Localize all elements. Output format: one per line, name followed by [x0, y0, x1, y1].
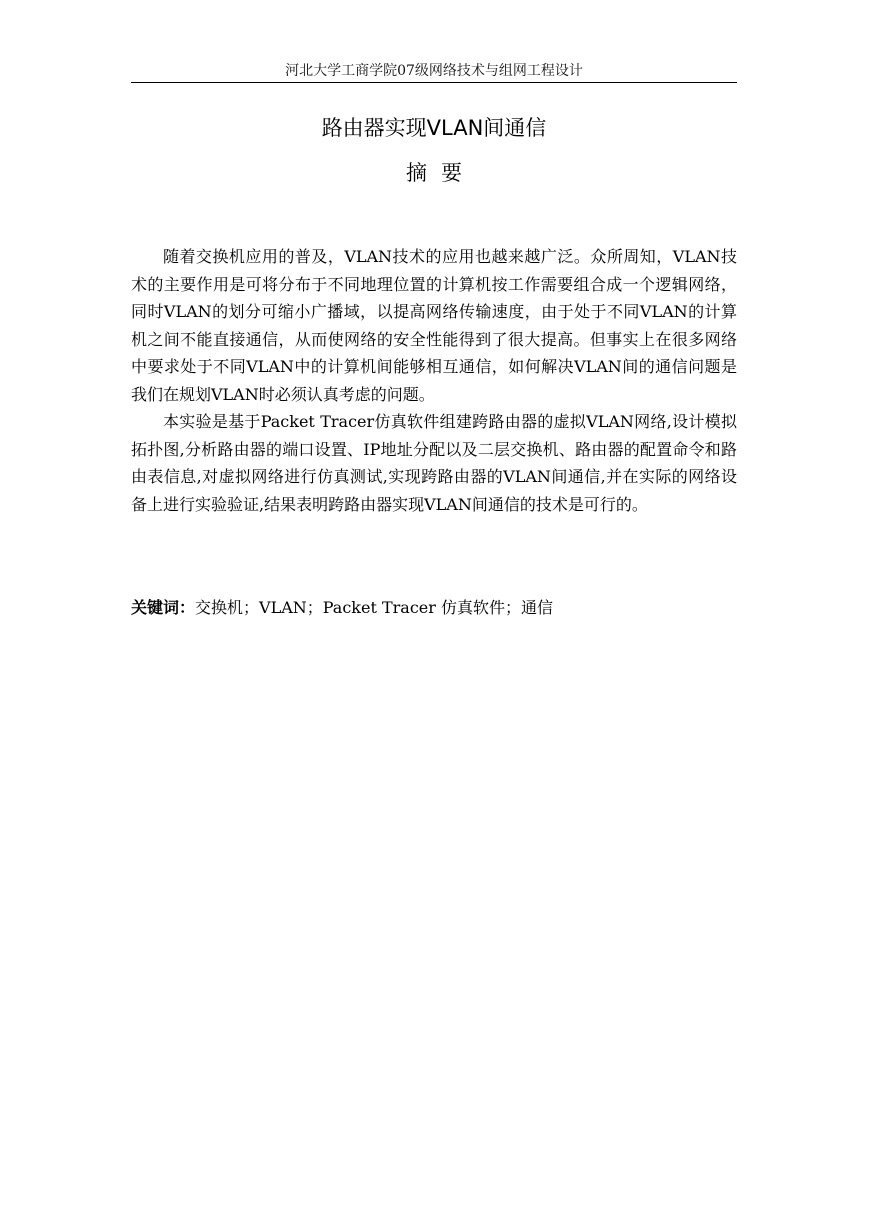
header-rule [131, 82, 737, 83]
keywords-label: 关键词： [131, 598, 196, 617]
running-header: 河北大学工商学院07级网络技术与组网工程设计 [285, 63, 583, 79]
keywords-line [131, 594, 737, 621]
abstract-heading: 摘要 [406, 161, 476, 185]
keywords-text: 交换机；VLAN；Packet Tracer 仿真软件；通信 [195, 598, 554, 617]
document-title: 路由器实现VLAN间通信 [321, 116, 547, 140]
abstract-body [131, 243, 737, 518]
abstract-paragraph-1: 随着交换机应用的普及，VLAN技术的应用也越来越广泛。众所周知，VLAN技术的主要作用是可将分布于不同地理位置的计算机按工作需要组合成一个逻辑网络，同时VLAN的划分可缩小广播域，以提高网络传输速度，由于处于不同VLAN的计算机之间不能直接通信，从而使网络的安全性能得到了很大提高。但事实上在很多网络中要求处于不同VLAN中的计算机间能够相互通信，如何解决VLAN间的通信问题是我们在规划VLAN时必须认真考虑的问题。 [131, 247, 737, 404]
abstract-paragraph-2: 本实验是基于Packet Tracer仿真软件组建跨路由器的虚拟VLAN网络,设计模拟拓扑图,分析路由器的端口设置、IP地址分配以及二层交换机、路由器的配置命令和路由表信息,对虚拟网络进行仿真测试,实现跨路由器的VLAN间通信,并在实际的网络设备上进行实验验证,结果表明跨路由器实现VLAN间通信的技术是可行的。 [131, 412, 737, 514]
